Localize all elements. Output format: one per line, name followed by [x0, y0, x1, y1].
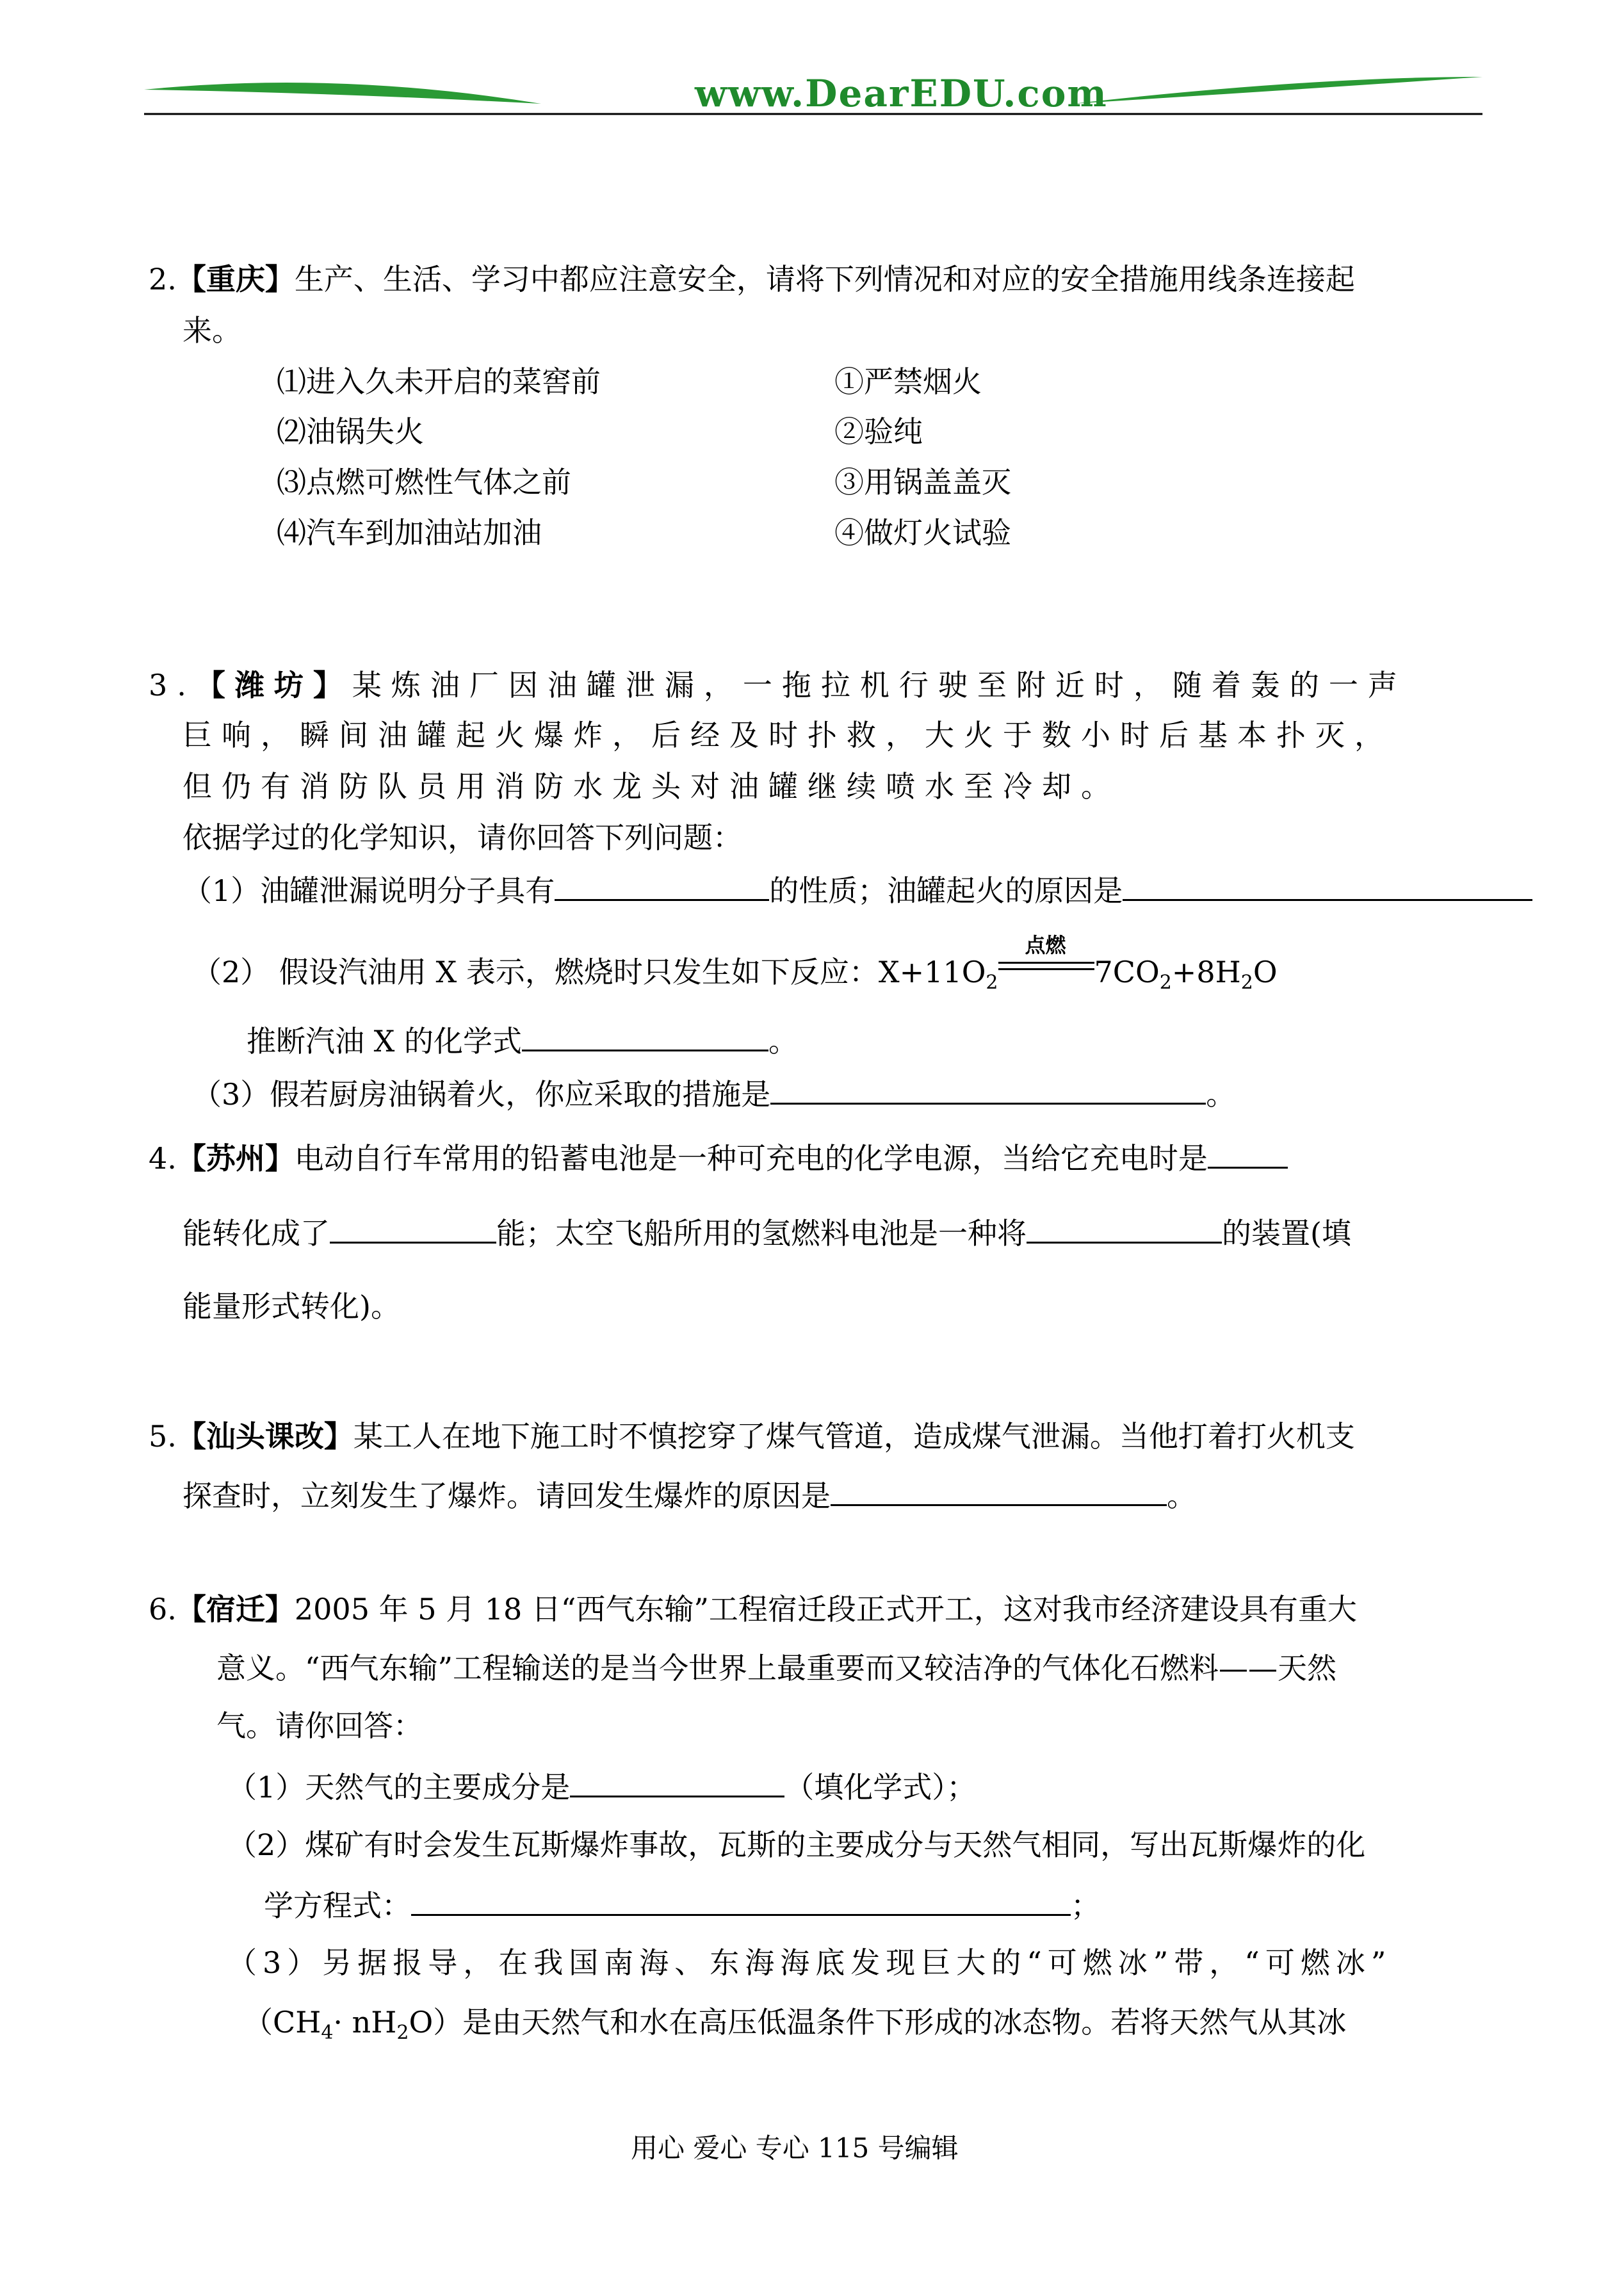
q2-left-1: ⑴进入久未开启的菜窖前 — [277, 364, 601, 399]
q4-line3: 能量形式转化)。 — [183, 1289, 400, 1324]
page-footer: 用心 爱心 专心 115 号编辑 — [631, 2132, 959, 2164]
q6-part3-line1: （3）另据报导，在我国南海、东海海底发现巨大的“可燃冰”带，“可燃冰” — [227, 1945, 1392, 1980]
q2-right-2: ②验纯 — [834, 414, 923, 449]
q6-part3-line2: $(CH_4\cdot nH_2O)$是由天然气和水在高压低温条件下形成的冰态物。若将天然气从其冰 — [243, 2005, 1347, 2045]
q6-blank-component[interactable] — [570, 1767, 784, 1797]
q3-part2-formula: 推断汽油 X 的化学式 。 — [247, 1021, 798, 1059]
site-header — [144, 64, 1482, 134]
q2-right-4: ④做灯火试验 — [834, 515, 1011, 550]
q5-line1: 5.【汕头课改】某工人在地下施工时不慎挖穿了煤气管道，造成煤气泄漏。当他打着打火机支 — [149, 1419, 1355, 1454]
q4-blank-3[interactable] — [1027, 1213, 1222, 1244]
q6-part2-eq: 学方程式： ； — [264, 1886, 1100, 1924]
q2-left-3: ⑶点燃可燃性气体之前 — [277, 465, 571, 499]
q3-blank-measure[interactable] — [770, 1075, 1206, 1105]
q3-blank-cause[interactable] — [1123, 871, 1532, 901]
q3-part1: （1）油罐泄漏说明分子具有 的性质；油罐起火的原因是 — [183, 871, 1532, 909]
q3-blank-formula[interactable] — [522, 1021, 768, 1051]
q2-right-3: ③用锅盖盖灭 — [834, 465, 1011, 499]
q2-right-1: ①严禁烟火 — [834, 364, 982, 399]
q3-line4: 依据学过的化学知识，请你回答下列问题： — [183, 820, 742, 855]
q6-part2: （2）煤矿有时会发生瓦斯爆炸事故，瓦斯的主要成分与天然气相同，写出瓦斯爆炸的化 — [227, 1828, 1366, 1862]
q3-line3: 但仍有消防队员用消防水龙头对油罐继续喷水至冷却。 — [183, 769, 1120, 804]
q2-line2: 来。 — [183, 313, 241, 348]
q6-blank-equation[interactable] — [411, 1886, 1071, 1916]
q6-line2: 意义。“西气东输”工程输送的是当今世界上最重要而又较洁净的气体化石燃料——天然 — [216, 1651, 1337, 1685]
reaction-arrow: 点燃 — [998, 954, 1094, 982]
q6-part1: （1）天然气的主要成分是 （填化学式）； — [227, 1767, 976, 1805]
q5-line2: 探查时，立刻发生了爆炸。请回发生爆炸的原因是 。 — [183, 1476, 1196, 1514]
q4-blank-2[interactable] — [330, 1213, 496, 1244]
q2-left-2: ⑵油锅失火 — [277, 414, 424, 449]
q6-line1: 6.【宿迁】2005 年 5 月 18 日“西气东输”工程宿迁段正式开工，这对我市经济建设具有重大 — [149, 1592, 1357, 1626]
q4-line2: 能转化成了 能；太空飞船所用的氢燃料电池是一种将 的装置(填 — [183, 1213, 1351, 1251]
q2-left-4: ⑷汽车到加油站加油 — [277, 515, 542, 550]
q5-blank[interactable] — [831, 1476, 1167, 1506]
q3-part2: （2） 假设汽油用 X 表示，燃烧时只发生如下反应：$X+11O_2$ 点燃 $7CO_2+8H_2O$ — [192, 933, 1278, 994]
q4-blank-1[interactable] — [1208, 1139, 1288, 1169]
q3-line2: 巨响，瞬间油罐起火爆炸，后经及时扑救，大火于数小时后基本扑灭， — [183, 718, 1393, 752]
site-url: www.DearEDU.com — [695, 72, 1108, 115]
q3-blank-property[interactable] — [555, 871, 769, 901]
q4-line1: 4.【苏州】电动自行车常用的铅蓄电池是一种可充电的化学电源，当给它充电时是 — [149, 1139, 1288, 1176]
q2-line1: 2.【重庆】生产、生活、学习中都应注意安全，请将下列情况和对应的安全措施用线条连接起 — [149, 262, 1355, 296]
q3-part3: （3）假若厨房油锅着火，你应采取的措施是 。 — [192, 1075, 1235, 1112]
q3-line1: 3.【潍坊】某炼油厂因油罐泄漏，一拖拉机行驶至附近时，随着轰的一声 — [149, 668, 1407, 702]
q6-line3: 气。请你回答： — [216, 1708, 423, 1743]
